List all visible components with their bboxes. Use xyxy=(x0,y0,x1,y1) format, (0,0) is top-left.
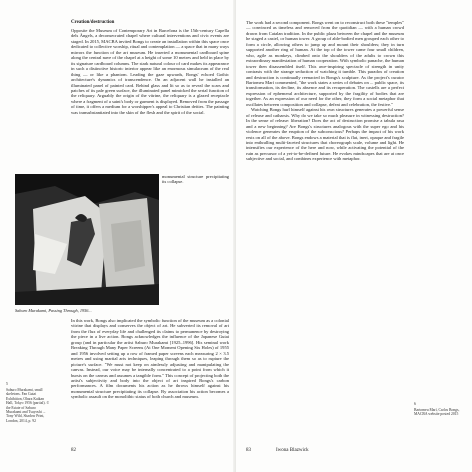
section-heading: Creation/destruction xyxy=(71,20,115,25)
left-paragraph-1-cont: monumental structure precipitating its collapse. xyxy=(162,174,229,185)
left-paragraph-1: Opposite the Museum of Contemporary Art in Barcelona is the 15th-century Capella dels Àngels, a deconsecrated chapel where cultural interventions and civic events are staged. In 2015, MACBA invited Bongs to create an installation within this space once dedicated to collective worship, ritual and contemplation — a space that in many ways mirrors the function of the art museum. He inserted a monumental cardboard spine along the central nave of the chapel at a height of some 10 metres and held in place by its signature cardboard columns. The stark natural colour of card makes its appearance in such a distinctive historic interior appear like an enormous simulacrum of the real thing — or like a phantom. Leading the gaze upwards, Bongs' echoed Gothic architecture's dynamics of transcendence. On an adjacent wall he installed an illuminated panel of painted card. Behind glass and lit so as to reveal the scars and patches of its pale green surface, the illuminated panel mimicked the serial function of the reliquary. Arguably the origin of the vitrine, the reliquary is a glazed receptacle where a fragment of a saint's body or garment is displayed. Removed from the passage of time, it offers a medium for a worshipper's appeal to Christian deities. The painting was transubstantiated into the skin of the flesh and the spirit of the social. xyxy=(71,28,229,115)
right-text xyxy=(246,20,404,438)
left-top-text xyxy=(71,28,229,174)
side-note-number: 5 xyxy=(6,382,8,386)
right-paragraph-2: Watching Bongs hurl himself against his own structures generates a powerful sense of release and catharsis. Why do we take so much pleasure in witnessing destruction? In the sense of release: liberation? Does the act of destruction promise a tabula rasa and a new beginning? Are Bongs's structures analogous with the super ego and his violence generates the eruption of the subconscious? Perhaps the impact of his work rests on all of the above. Bongs endows a material that is flat, inert, opaque and fragile into enthralling multi-faceted structures that choreograph scale, volume and light. He intensifies our experience of the here and now, while activating the potential of the ruin as precursor of a yet-to-be-defined future. He evokes mindscapes that are at once subjective and social, and combines experience with metaphor. xyxy=(246,107,404,162)
right-paragraph-1: The work had a second component. Bongs went on to reconstruct both these "temples" — convinced as timeless and removed from the quotidian — with a human crowd drawn from Catalan tradition. In the public plaza between the chapel and the museum he staged a castel, or human tower. A group of able-bodied men grouped each other to form a circle, allowing others to jump up and mount their shoulders; they in turn supported another ring of human. At the top of the tower came four small children, who, agile as monkeys, climbed onto the shoulders of the adults to crown this extraordinary manifestation of human cooperation. With symbolic panache, the human tower then disassembled itself. This awe-inspiring spectacle of strength in unity contrasts with the strange seduction of watching it tumble. This paradox of creation and destruction is continually reenacted in Bongs's sculpture. As the project's curator Bartomeu Marí commented, "the work states a series of debates on ... public space, its transformation, its decline, its absence and its recuperation. The castells are a perfect expression of ephemeral architecture, supported by the fragility of bodies that are together. As an expression of our need for the other, they form a social metaphor that oscillates between composition and collapse, defeat and celebration, the festive." xyxy=(246,20,404,107)
page-number-right: 83 xyxy=(246,448,251,453)
artwork-photo-image xyxy=(15,174,159,305)
running-head-author: Iwona Blazwick xyxy=(276,448,309,453)
right-side-note-number: 6 xyxy=(414,402,416,406)
page-number-left: 82 xyxy=(71,448,76,453)
left-side-text xyxy=(162,174,229,309)
artwork-photo xyxy=(15,174,159,305)
photo-caption: Saburo Murakami, Passing Through, 1956... xyxy=(15,308,92,313)
left-paragraph-2: In this work, Bongs also implicated the symbolic function of the museum as a colonial vitrine that displays and conserves the object of art. He subverted its removal of art from the flux of everyday life and challenged its claims to permanence by destroying the piece in a live action. Bongs acknowledges the influence of the Japanese Gutai group (and in particular the artist Saburo Murakami [1925–1996]. His seminal work Breaking Through Many Paper Screens (At One Moment Opening Six Holes) of 1955 and 1956 involved setting up a row of framed paper screens each measuring 2 × 3.5 metres and using martial arts techniques, leaping through them so as to rupture the picture's surface. "We must not keep on aimlessly adjusting and manipulating the canvas. Instead, our voice may be internally concentrated to a point from which it bursts on the canvas and assumes a tangible form." This concept of projecting both the artist's subjectivity and body into the object of art inspired Bongs's carbon performances. A film documents his action as he throws himself against his monumental structure precipitating its collapse. By association his action becomes a symbolic assault on the monolithic status of both church and museum. xyxy=(71,318,229,400)
left-bottom-text xyxy=(71,318,229,438)
right-page xyxy=(236,0,472,472)
side-note: Saburo Murakami, small skeletons. Fan Gutai Exhibition, Ohara Kaikan Hall, Tokyo 1956 (partial). © the Estate of Saburo Murakami and Tsuyoshi ... Tony Wild, Shadow Print, London, 2014, p. 92 xyxy=(6,388,50,423)
right-side-note: Bartomeu Marí, Carlos Bongs, MACBA website posted 2015 xyxy=(414,408,460,417)
